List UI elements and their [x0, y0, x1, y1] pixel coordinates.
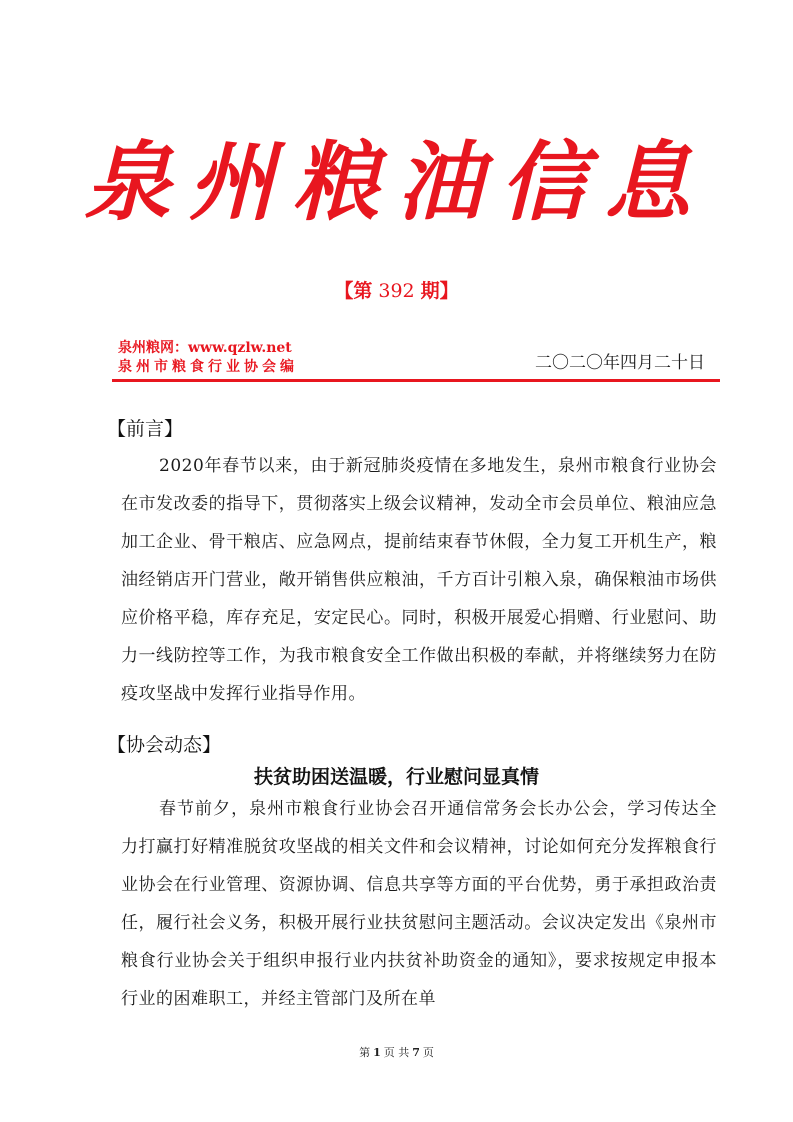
- page-footer: [0, 1044, 793, 1060]
- footer-middle: 页 共: [383, 1046, 410, 1059]
- issue-num: 392: [378, 280, 415, 302]
- preface-heading: 【前言】: [107, 418, 184, 440]
- editor-org: 泉州市粮食行业协会编: [118, 359, 298, 375]
- masthead-title: 泉州粮油信息: [84, 132, 709, 233]
- footer-suffix: 页: [422, 1046, 434, 1059]
- news-heading: 【协会动态】: [107, 734, 222, 756]
- news-headline: 扶贫助困送温暖，行业慰问显真情: [253, 766, 539, 788]
- issue-date: 二〇二〇年四月二十日: [535, 353, 705, 373]
- website-link[interactable]: 泉州粮网：www.qzlw.net: [118, 340, 292, 356]
- footer-prefix: 第: [359, 1046, 371, 1059]
- issue-close: 期】: [420, 280, 459, 302]
- footer-total: 7: [412, 1046, 420, 1059]
- news-paragraph: 春节前夕，泉州市粮食行业协会召开通信常务会长办公会，学习传达全力打赢打好精准脱贫攻坚战的相关文件和会议精神，讨论如何充分发挥粮食行业协会在行业管理、资源协调、信息共享等方面的平台优势，勇于承担政治责任，履行社会义务，积极开展行业扶贫慰问主题活动。会议决定发出《泉州市粮食行业协会关于组织申报行业内扶贫补助资金的通知》，要求按规定申报本行业的困难职工，并经主管部门及所在单: [121, 799, 717, 1009]
- issue-open: 【第: [334, 280, 373, 302]
- issue-number: [0, 276, 793, 303]
- preface-paragraph: 2020年春节以来，由于新冠肺炎疫情在多地发生，泉州市粮食行业协会在市发改委的指导下，贯彻落实上级会议精神，发动全市会员单位、粮油应急加工企业、骨干粮店、应急网点，提前结束春节休假，全力复工开机生产，粮油经销店开门营业，敞开销售供应粮油，千方百计引粮入泉，确保粮油市场供应价格平稳，库存充足，安定民心。同时，积极开展爱心捐赠、行业慰问、助力一线防控等工作，为我市粮食安全工作做出积极的奉献，并将继续努力在防疫攻坚战中发挥行业指导作用。: [121, 456, 717, 704]
- header-divider: [112, 379, 720, 382]
- publisher-info: [118, 339, 298, 377]
- footer-page: 1: [373, 1046, 381, 1059]
